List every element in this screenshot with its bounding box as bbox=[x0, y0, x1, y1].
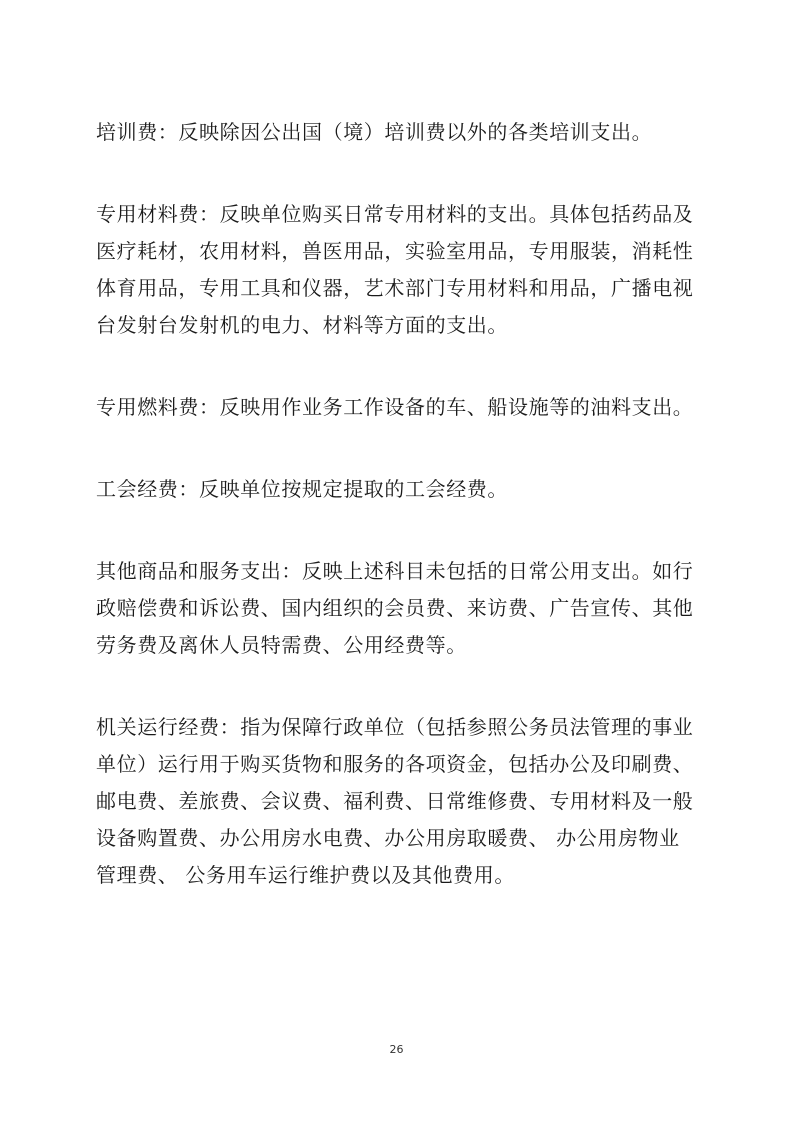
paragraph-union-fee bbox=[96, 471, 706, 508]
document-body bbox=[96, 114, 706, 894]
paragraph-gap bbox=[96, 151, 706, 196]
text-line: 其他商品和服务支出：反映上述科目未包括的日常公用支出。如行 bbox=[96, 559, 694, 583]
paragraph-gap bbox=[96, 426, 706, 471]
text-line: 政赔偿费和诉讼费、国内组织的会员费、来访费、广告宣传、其他 bbox=[96, 596, 694, 620]
paragraph-gap bbox=[96, 344, 706, 389]
text-line: 机关运行经费：指为保障行政单位（包括参照公务员法管理的事业 bbox=[96, 715, 694, 739]
text-line: 培训费：反映除因公出国（境）培训费以外的各类培训支出。 bbox=[96, 120, 653, 144]
paragraph-gap bbox=[96, 664, 706, 709]
text-line: 工会经费：反映单位按规定提取的工会经费。 bbox=[96, 477, 508, 501]
paragraph-other-goods-services bbox=[96, 553, 706, 664]
text-line: 专用燃料费：反映用作业务工作设备的车、船设施等的油料支出。 bbox=[96, 395, 694, 419]
text-line: 邮电费、差旅费、会议费、福利费、日常维修费、专用材料及一般 bbox=[96, 789, 694, 813]
text-line: 专用材料费：反映单位购买日常专用材料的支出。具体包括药品及 bbox=[96, 202, 694, 226]
paragraph-special-materials-fee bbox=[96, 196, 706, 344]
text-line: 单位）运行用于购买货物和服务的各项资金，包括办公及印刷费、 bbox=[96, 752, 694, 776]
text-line: 劳务费及离休人员特需费、公用经费等。 bbox=[96, 633, 467, 657]
text-line: 管理费、 公务用车运行维护费以及其他费用。 bbox=[96, 863, 515, 887]
text-line: 设备购置费、办公用房水电费、办公用房取暖费、 办公用房物业 bbox=[96, 826, 680, 850]
paragraph-gap bbox=[96, 508, 706, 553]
text-line: 台发射台发射机的电力、材料等方面的支出。 bbox=[96, 313, 508, 337]
text-line: 体育用品，专用工具和仪器，艺术部门专用材料和用品，广播电视 bbox=[96, 276, 694, 300]
paragraph-special-fuel-fee bbox=[96, 389, 706, 426]
page-number: 26 bbox=[389, 1043, 404, 1056]
paragraph-agency-operating-fee bbox=[96, 709, 706, 894]
paragraph-training-fee bbox=[96, 114, 706, 151]
text-line: 医疗耗材，农用材料，兽医用品，实验室用品，专用服装，消耗性 bbox=[96, 239, 694, 263]
